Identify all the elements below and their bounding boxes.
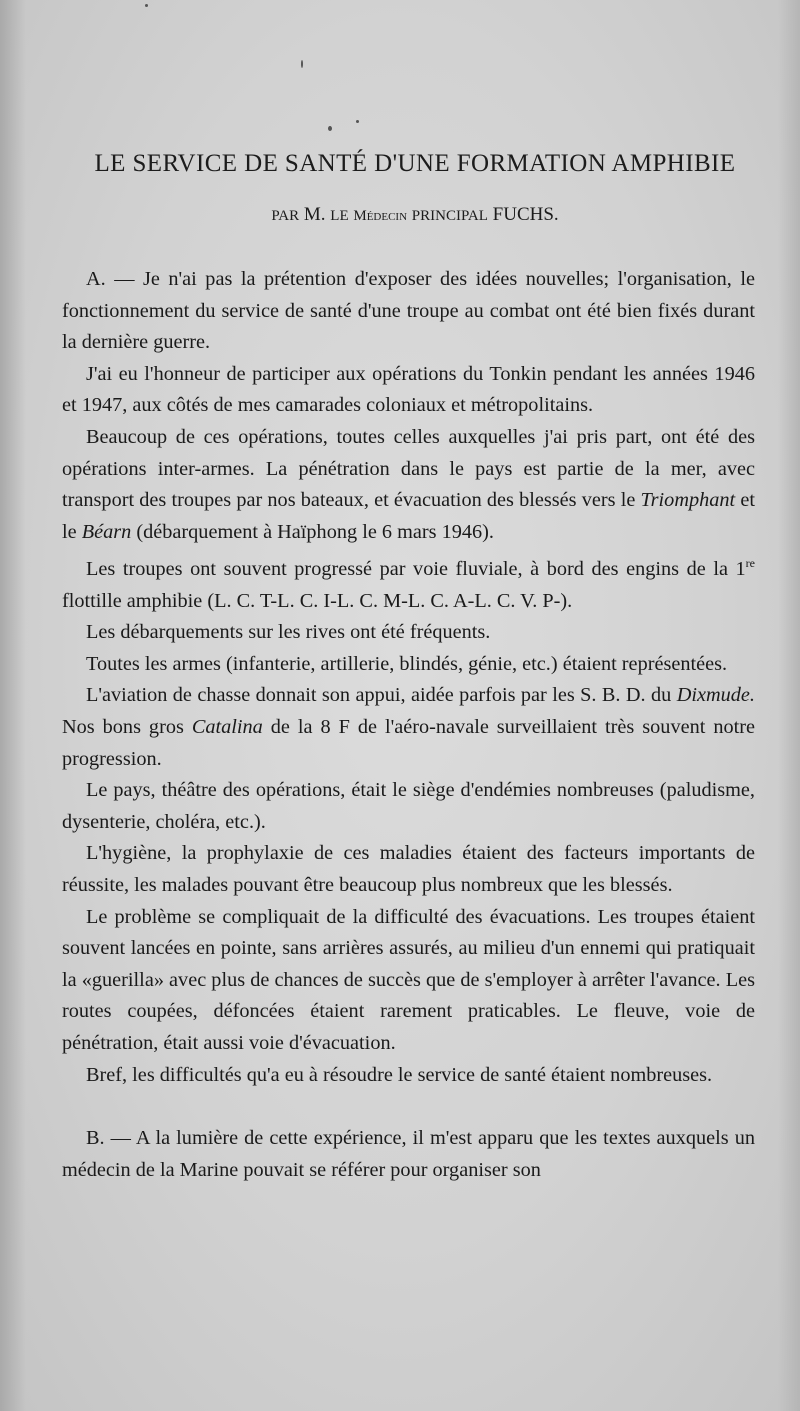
paragraph-3-mid: et le [62, 489, 755, 543]
byline-principal: PRINCIPAL [411, 208, 488, 224]
paragraph-5: Les débarquements sur les rives ont été fréquents. [86, 621, 491, 644]
paragraph-7-mid: Nos bons gros [62, 716, 192, 739]
ship-name-triomphant: Triomphant [640, 489, 736, 512]
paragraph-2: J'ai eu l'honneur de participer aux opérations du Tonkin pendant les années 1946 et 1947, aux côtés de mes camarades coloniaux et métropolitains. [62, 362, 755, 417]
paragraph-6: Toutes les armes (infanterie, artillerie, blindés, génie, etc.) étaient représentées. [86, 652, 728, 675]
paragraph-9: L'hygiène, la prophylaxie de ces maladies étaient des facteurs importants de réussite, les malades pouvant être beaucoup plus nombreux que les blessés. [62, 842, 755, 897]
byline-par: PAR [271, 208, 300, 224]
ship-name-dixmude: Dixmude. [676, 684, 755, 707]
paragraph-12: B. — A la lumière de cette expérience, il m'est apparu que les textes auxquels un médecin de la Marine pouvait se référer pour organiser son [62, 1127, 755, 1181]
article-title: LE SERVICE DE SANTÉ D'UNE FORMATION AMPHIBIE [94, 150, 736, 177]
paragraph-7-text: L'aviation de chasse donnait son appui, aidée parfois par les S. B. D. du [86, 684, 677, 707]
paragraph-4 [62, 548, 755, 617]
paragraph-4-text: Les troupes ont souvent progressé par voie fluviale, à bord des engins de la 1 [86, 558, 746, 581]
byline-author: FUCHS. [492, 204, 559, 225]
paragraph-10: Le problème se compliquait de la difficulté des évacuations. Les troupes étaient souvent lancées en pointe, sans arrières assurés, au milieu d'un ennemi qui pratiquait la «guerilla» avec plus de chances de succès que de s'employer à arrêter l'avance. Les routes coupées, défoncées étaient rarement praticables. Le fleuve, voie de pénétration, était aussi voie d'évacuation. [62, 905, 755, 1055]
ship-name-bearn: Béarn [81, 520, 132, 543]
aircraft-name-catalina: Catalina [191, 716, 263, 739]
paragraph-3 [62, 422, 755, 548]
paragraph-3-end: (débarquement à Haïphong le 6 mars 1946). [131, 520, 494, 543]
paragraph-7-end: de la 8 F de l'aéro-navale surveillaient très souvent notre progression. [62, 716, 755, 770]
article-body [62, 264, 755, 1186]
scan-speck [356, 120, 359, 123]
byline-medecin: Médecin [353, 208, 408, 224]
paragraph-3-text: Beaucoup de ces opérations, toutes celles auxquelles j'ai pris part, ont été des opérations inter-armes. La pénétration dans le pays est partie de la mer, avec transport des troupes par nos bateaux, et évacuation des blessés vers le [62, 425, 755, 512]
scan-speck [145, 4, 148, 7]
paragraph-7 [62, 680, 755, 775]
paragraph-11: Bref, les difficultés qu'a eu à résoudre le service de santé étaient nombreuses. [86, 1063, 713, 1086]
paragraph-1: A. — Je n'ai pas la prétention d'exposer des idées nouvelles; l'organisation, le fonctionnement du service de santé d'une troupe au combat ont été bien fixés durant la dernière guerre. [62, 268, 755, 354]
article-byline [40, 204, 790, 226]
superscript-re: re [745, 556, 755, 571]
byline-le: LE [330, 208, 349, 224]
page-edge-shadow-left [0, 0, 26, 1411]
paragraph-8: Le pays, théâtre des opérations, était le siège d'endémies nombreuses (paludisme, dysenterie, choléra, etc.). [62, 779, 755, 833]
scan-speck [301, 60, 303, 68]
paragraph-4-end: flottille amphibie (L. C. T-L. C. I-L. C. M-L. C. A-L. C. V. P-). [62, 589, 573, 612]
scan-speck [328, 126, 332, 131]
byline-m: M. [303, 204, 326, 225]
